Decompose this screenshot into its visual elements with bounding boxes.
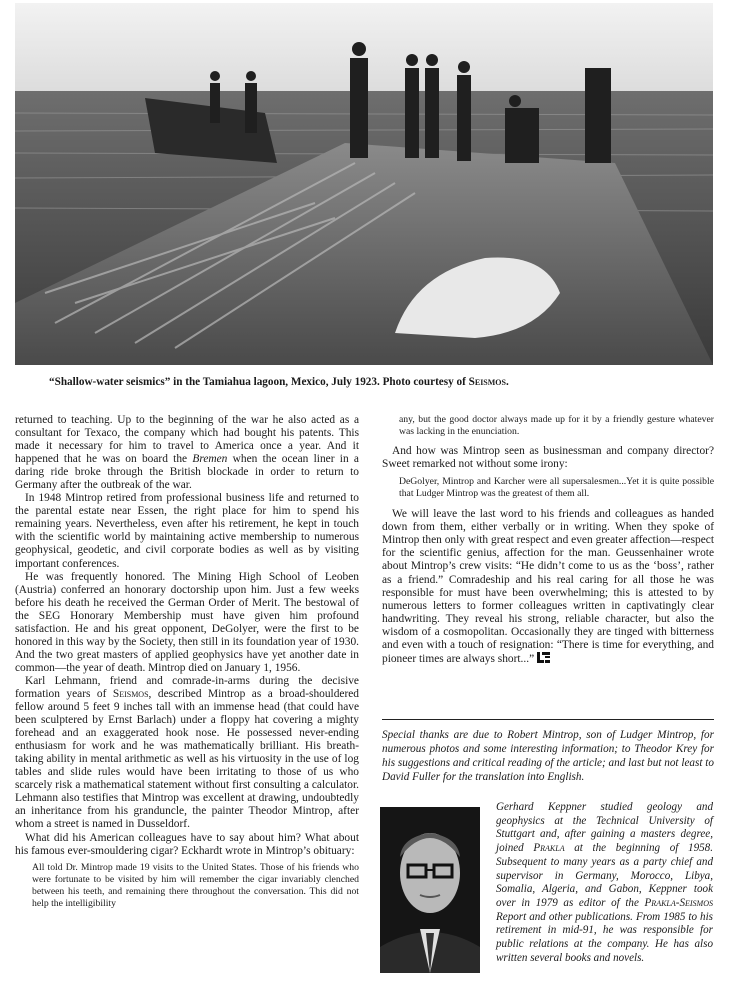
photo-caption: “Shallow-water seismics” in the Tamiahua lagoon, Mexico, July 1923. Photo courtesy of Seismos.: [49, 376, 509, 388]
lagoon-photo: [15, 3, 713, 365]
end-mark-icon: [537, 652, 550, 663]
right-column: [382, 414, 714, 666]
block-quote: any, but the good doctor always made up for it by a friendly gesture whatever was lacking in the enunciation.: [399, 414, 714, 438]
paragraph: And how was Mintrop seen as businessman and company director? Sweet remarked not without some irony:: [382, 444, 714, 470]
author-bio: Gerhard Keppner studied geology and geophysics at the Technical University of Stuttgart and, after gaining a masters degree, joined Prakla at the beginning of 1958. Subsequent to many years as a party chief and supervisor in Germany, Morocco, Libya, Somalia, Algeria, and Gabon, Keppner took over in 1979 as editor of the Prakla-Seismos Report and other publications. From 1985 to his retirement in mid-91, he was responsible for public relations at the company. He has also written several books and novels.: [496, 801, 713, 964]
block-quote: DeGolyer, Mintrop and Karcher were all supersalesmen...Yet it is quite possible that Ludger Mintrop was the greatest of them all.: [399, 475, 714, 499]
paragraph: He was frequently honored. The Mining High School of Leoben (Austria) conferred an honorary doctorship upon him. Just a few weeks before his death he received the German Order of Merit. The bestowal of the SEG Honorary Membership must have given him profound satisfaction. He and his great opponent, DeGolyer, were the first to be honored in this way by the Society, then still in its foundation year of 1930. And the two great masters of applied geophysics have yet another date in common—the year of death. Mintrop died on January 1, 1956.: [15, 570, 359, 674]
divider: [382, 719, 714, 720]
author-portrait: [380, 807, 480, 973]
acknowledgements: Special thanks are due to Robert Mintrop, son of Ludger Mintrop, for numerous photos and some interesting information; to Theodor Krey for his suggestions and critical reading of the article; and last but not least to David Fuller for the translation into English.: [382, 729, 714, 783]
left-column: [15, 414, 359, 911]
paragraph: What did his American colleagues have to say about him? What about his famous ever-smouldering cigar? Eckhardt wrote in Mintrop’s obituary:: [15, 831, 359, 857]
block-quote: All told Dr. Mintrop made 19 visits to the United States. Those of his friends who were fortunate to be visited by him will remember the cigar invariably clenched between his teeth, and remaining there throughout the conversation. This did not help the intelligibility: [32, 861, 359, 910]
paragraph: Karl Lehmann, friend and comrade-in-arms during the decisive formation years of Seismos, described Mintrop as a broad-shouldered fellow around 5 feet 9 inches tall with an immense head (that could have been sculptered by Ernst Barlach) under a floppy hat covering a mighty forehead and an exaggerated hook nose. He possessed never-ending enthusiasm for work and he was mathematically brilliant. His breath-taking ability in mental arithmetic as well as his virtuosity in the use of log tables and slide rules would have been irritating to those of us who scarcely risk a mathematical statement without first consulting a calculator. Lehmann also testifies that Mintrop was excellent at drawing, undoubtedly an inheritance from his granduncle, the painter Theodor Mintrop, after whom a street is named in Dusseldorf.: [15, 674, 359, 831]
paragraph: We will leave the last word to his friends and colleagues as handed down from them, either verbally or in writing. When they spoke of Mintrop then only with great respect and even greater affection—respect for the scientific genius, affection for the man. Geussenhainer wrote about Mintrop’s crew visits: “He didn’t come to us as the ‘boss’, rather as a friend.” Comradeship and his real caring for all those he was responsible for must have been overwhelming; this is attested to by numerous letters to former colleagues written in captivatingly clear handwriting. They reveal his strong, reliable character, but also the wisdom of a cosmopolitan. Occasionally they are tinged with bitterness and even with a touch of resignation: “There is time for everything, and pioneer times are always short...”: [382, 508, 714, 665]
paragraph: In 1948 Mintrop retired from professional business life and returned to the parental estate near Essen, the right place for him to spend his remaining years. Nevertheless, even after his retirement, he kept in touch with the scientific world by maintaining active membership to numerous geophysical, geodetic, and civil corporate bodies as well as by visiting important conferences.: [15, 492, 359, 570]
paragraph: returned to teaching. Up to the beginning of the war he also acted as a consultant for Texaco, the company which had bought his patents. This made it necessary for him to travel to America once a year. And it happened that he was on board the Bremen when the ocean liner in a daring ride broke through the British blockade in order to return to Germany after the outbreak of the war.: [15, 414, 359, 492]
